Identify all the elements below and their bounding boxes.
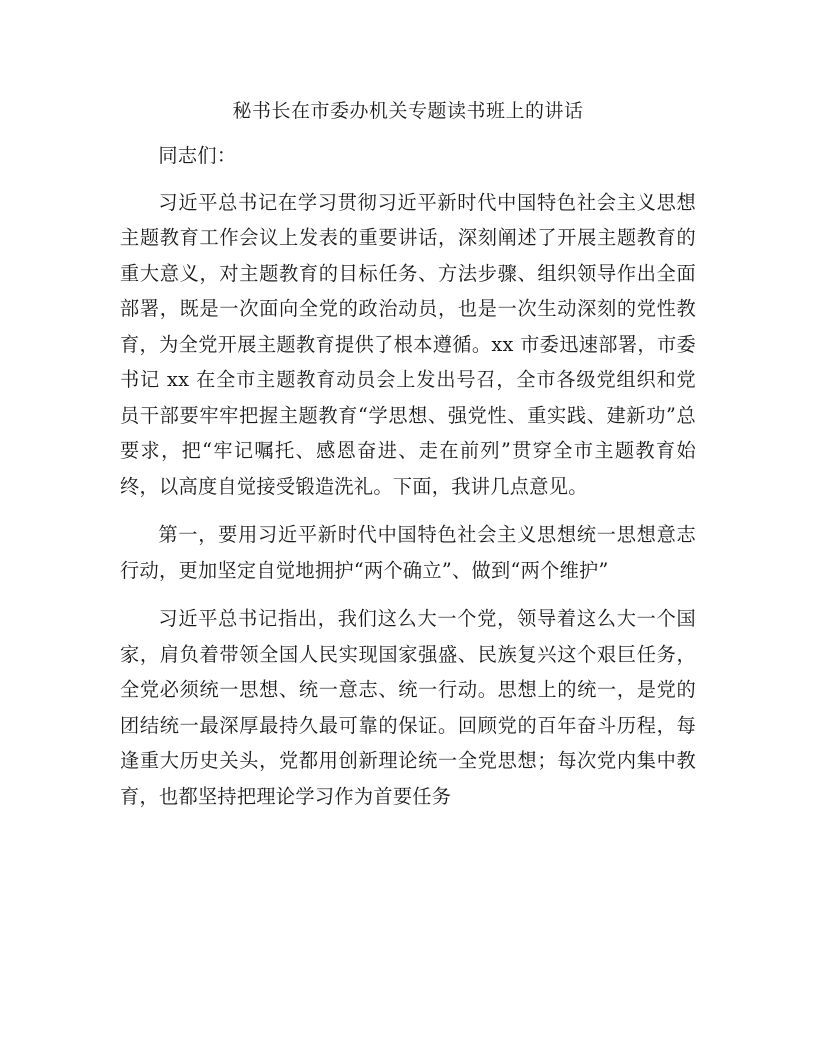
document-title: 秘书长在市委办机关专题读书班上的讲话	[232, 100, 584, 122]
salutation: 同志们：	[158, 144, 237, 167]
paragraph-point-one-body: 习近平总书记指出，我们这么大一个党，领导着这么大一个国家，肩负着带领全国人民实现国家强盛、民族复兴这个艰巨任务，全党必须统一思想、统一意志、统一行动。思想上的统一，是党的团结统一最深厚最持久最可靠的保证。回顾党的百年奋斗历程，每逢重大历史关头，党都用创新理论统一全党思想；每次党内集中教育，也都坚持把理论学习作为首要任务	[120, 607, 696, 808]
paragraph-point-one-heading: 第一，要用习近平新时代中国特色社会主义思想统一思想意志行动，更加坚定自觉地拥护“两个确立”、做到“两个维护”	[120, 523, 696, 582]
document-page	[120, 92, 696, 827]
paragraph-intro: 习近平总书记在学习贯彻习近平新时代中国特色社会主义思想主题教育工作会议上发表的重要讲话，深刻阐述了开展主题教育的重大意义，对主题教育的目标任务、方法步骤、组织领导作出全面部署，既是一次面向全党的政治动员，也是一次生动深刻的党性教育，为全党开展主题教育提供了根本遵循。xx 市委迅速部署，市委书记 xx 在全市主题教育动员会上发出号召，全市各级党组织和党员干部要牢牢把握主题教育“学思想、强党性、重实践、建新功”总要求，把“牢记嘱托、感恩奋进、走在前列”贯穿全市主题教育始终，以高度自觉接受锻造洗礼。下面，我讲几点意见。	[120, 190, 696, 498]
